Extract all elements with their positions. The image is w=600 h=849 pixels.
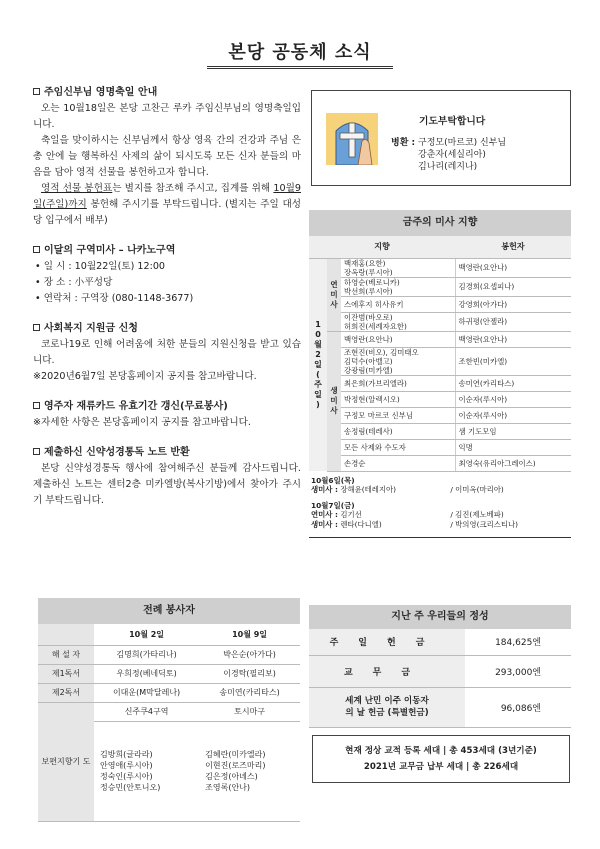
prayer-name: 강춘자(세실리아) bbox=[418, 150, 486, 160]
heading-text: 이달의 구역미사 – 나카노구역 bbox=[44, 245, 176, 256]
offering-title: 지난 주 우리들의 정성 bbox=[309, 605, 571, 629]
intent-name: 강광림(미카엘) bbox=[344, 365, 393, 375]
oct6-intent: 장해윤(테레지아) bbox=[340, 485, 397, 494]
prayer-request-box bbox=[311, 90, 571, 186]
welfare-paragraph: 코로나19로 인해 어려움에 처한 분들의 지원신청을 받고 있습니다. bbox=[33, 339, 301, 366]
heading-text: 사회복지 지원금 신청 bbox=[44, 323, 138, 334]
table-row bbox=[309, 629, 571, 655]
intent-name: 구정모 마르코 신부님 bbox=[344, 410, 413, 420]
liturgy-volunteers bbox=[38, 598, 300, 822]
offerer-cell: 송미연(카리타스) bbox=[455, 375, 571, 391]
oct6-offerer: / 이미옥(마리아) bbox=[450, 485, 504, 494]
oct6-block bbox=[311, 476, 569, 495]
weekday-masses bbox=[309, 472, 571, 534]
oct7-intent-2: 렌타(다니엘) bbox=[340, 519, 382, 529]
intent-name: 송정림(테레사) bbox=[344, 426, 393, 436]
intent-name: 장옥랑(루시아) bbox=[344, 267, 393, 277]
oct7-date: 10월7일(금) bbox=[311, 500, 355, 510]
group2-label: 생 미 사 bbox=[327, 331, 341, 471]
offerer-cell: 최영숙(유리아그레이스) bbox=[455, 455, 571, 471]
section-heading-residence-card bbox=[33, 399, 301, 415]
prayer-name: 김나리(레지나) bbox=[418, 162, 478, 172]
row-label: 해 설 자 bbox=[38, 645, 94, 664]
heading-text: 제출하신 신약성경통독 노트 반환 bbox=[44, 447, 190, 458]
offerer-cell: 익명 bbox=[455, 439, 571, 455]
special-offering-label bbox=[309, 687, 465, 727]
table-row bbox=[309, 407, 571, 423]
offerer-cell: 백영란(요안나) bbox=[455, 258, 571, 277]
offerer-cell: 강영희(아가다) bbox=[455, 296, 571, 312]
intent-name: 백재홍(요한) bbox=[344, 258, 386, 268]
mass-title: 금주의 미사 지향 bbox=[309, 210, 571, 236]
liturgy-col-2: 10월 9일 bbox=[199, 624, 300, 645]
intent-cell bbox=[341, 455, 455, 471]
mass-intentions bbox=[309, 210, 571, 538]
cell: 박은순(아가다) bbox=[199, 645, 300, 664]
feast-text-d: 봉헌해 주시기를 부탁드립니다. (별지는 주일 대성당 입구에서 배부) bbox=[33, 199, 301, 226]
row-label: 제1독서 bbox=[38, 664, 94, 683]
helper-name: 정숙인(루시아) bbox=[100, 772, 153, 781]
intent-name: 백영란(요안나) bbox=[344, 334, 393, 344]
left-column bbox=[33, 85, 301, 509]
table-row bbox=[38, 645, 300, 664]
helper-name: 김방희(글라라) bbox=[100, 750, 153, 759]
oct7-offerer-2: / 박의영(크리스티나) bbox=[450, 519, 519, 529]
intent-cell bbox=[341, 331, 455, 347]
offering-label: 교무금 bbox=[309, 655, 465, 687]
feast-paragraph-1: 오는 10월18일은 본당 고찬근 루카 주임신부님의 영명축일입니다. bbox=[33, 103, 301, 130]
group-a: 신주쿠4구역 bbox=[94, 702, 199, 721]
mass-bottom-rule bbox=[309, 537, 571, 538]
offering-label: 주일헌금 bbox=[309, 629, 465, 655]
square-bullet-icon bbox=[33, 402, 40, 409]
oct7-label-1: 연미사 : bbox=[311, 510, 338, 519]
page-title: 본당 공동체 소식 bbox=[228, 42, 372, 63]
liturgy-header-row bbox=[38, 624, 300, 645]
prayer-title: 기도부탁합니다 bbox=[419, 116, 486, 127]
helper-name: 정승민(안토니오) bbox=[100, 783, 161, 792]
square-bullet-icon bbox=[33, 448, 40, 455]
cell: 김명희(가타리나) bbox=[94, 645, 199, 664]
intent-cell bbox=[341, 391, 455, 407]
offerer-cell: 백영란(요안나) bbox=[455, 331, 571, 347]
intent-name: 스에후지 히사유키 bbox=[344, 299, 404, 309]
intent-name: 모든 사제와 수도자 bbox=[344, 442, 406, 452]
offerer-header: 봉헌자 bbox=[455, 236, 571, 258]
table-row bbox=[309, 331, 571, 347]
table-row bbox=[309, 423, 571, 439]
helper-name: 조영록(안나) bbox=[205, 783, 251, 792]
section-heading-feast bbox=[33, 85, 301, 101]
cell: 이경탁(필리보) bbox=[199, 664, 300, 683]
intent-name: 최은희(가브리엘라) bbox=[344, 378, 407, 388]
offerer-cell: 샘 기도모임 bbox=[455, 423, 571, 439]
census-box bbox=[312, 735, 570, 783]
cell: 이대운(M막달레나) bbox=[94, 683, 199, 702]
mass-header-row bbox=[309, 236, 571, 258]
oct7-offerer-1: / 김진(제노베파) bbox=[450, 510, 504, 519]
group1-label: 연 미 사 bbox=[327, 258, 341, 331]
intent-name: 이잔범(바오로) bbox=[344, 312, 393, 322]
special-label-line: 세계 난민 이주 이동자 bbox=[345, 696, 429, 706]
table-row bbox=[309, 258, 571, 277]
census-line: 2021년 교무금 납부 세대 | 총 226세대 bbox=[363, 762, 519, 772]
row-label: 제2독서 bbox=[38, 683, 94, 702]
liturgy-table bbox=[38, 624, 300, 822]
intent-cell bbox=[341, 258, 455, 277]
offering-value: 293,000엔 bbox=[465, 655, 571, 687]
table-row bbox=[309, 312, 571, 331]
offerer-cell: 이순자(루시아) bbox=[455, 391, 571, 407]
cell: 우희정(베네딕토) bbox=[94, 664, 199, 683]
prayer-name: 구정모(마르코) 신부님 bbox=[418, 138, 507, 148]
title-underline bbox=[207, 66, 393, 69]
mass-table bbox=[309, 236, 571, 472]
liturgy-col-1: 10월 2일 bbox=[94, 624, 199, 645]
intent-name: 손경순 bbox=[344, 458, 366, 468]
offerer-cell: 이순자(루시아) bbox=[455, 407, 571, 423]
prayer-list bbox=[391, 137, 506, 173]
intent-cell bbox=[341, 375, 455, 391]
offerer-cell: 김경희(요셉피나) bbox=[455, 277, 571, 296]
table-row bbox=[309, 277, 571, 296]
page-title-wrap bbox=[212, 38, 388, 64]
section-heading-welfare bbox=[33, 321, 301, 337]
census-line: 현재 정상 교적 등록 세대 | 총 453세대 (3년기준) bbox=[345, 746, 537, 756]
intent-cell bbox=[341, 439, 455, 455]
residence-note: ※자세한 사항은 본당홈페이지 공지를 참고바랍니다. bbox=[33, 417, 251, 428]
intent-name: 김덕수(아벨고) bbox=[344, 356, 393, 366]
intent-name: 박정현(알렉시오) bbox=[344, 394, 400, 404]
table-row bbox=[38, 664, 300, 683]
intent-name: 허희진(세례자요한) bbox=[344, 321, 407, 331]
helpers-a bbox=[94, 721, 199, 821]
table-row bbox=[38, 702, 300, 721]
offering-table bbox=[309, 629, 571, 728]
feast-paragraph-3 bbox=[33, 181, 301, 229]
heading-text: 영주자 재류카드 유효기간 갱신(무료봉사) bbox=[44, 401, 228, 412]
section-heading-bible-note bbox=[33, 445, 301, 461]
cell: 송미연(카리타스) bbox=[199, 683, 300, 702]
liturgy-corner bbox=[38, 624, 94, 645]
offerer-cell: 조한빈(미카엘) bbox=[455, 347, 571, 375]
offering-value: 184,625엔 bbox=[465, 629, 571, 655]
table-row bbox=[309, 296, 571, 312]
intent-cell bbox=[341, 347, 455, 375]
praying-hands-icon bbox=[326, 113, 378, 165]
intent-header: 지향 bbox=[309, 236, 455, 258]
offerer-cell: 하귀평(안젤라) bbox=[455, 312, 571, 331]
oct6-label: 생미사 : bbox=[311, 485, 338, 494]
liturgy-title: 전례 봉사자 bbox=[38, 598, 300, 624]
deadline-text: 10월9일(주일)까지 bbox=[33, 183, 301, 210]
table-row bbox=[38, 683, 300, 702]
oct6-date: 10월6일(목) bbox=[311, 475, 355, 485]
helper-name: 안영애(루시아) bbox=[100, 761, 153, 770]
intent-cell bbox=[341, 312, 455, 331]
table-row bbox=[309, 687, 571, 727]
district-place: • 장 소 : 小平성당 bbox=[35, 277, 113, 288]
bible-note-paragraph: 본당 신약성경통독 행사에 참여해주신 분들께 감사드립니다. 제출하신 노트는 센터2층 미카엘방(복사기방)에서 찾아가 주시기 부탁드립니다. bbox=[33, 463, 301, 506]
date-side-label: 1 0 월 2 일 ( 주 일 ) bbox=[309, 258, 327, 471]
district-date: • 일 시 : 10월22일(토) 12:00 bbox=[35, 261, 166, 272]
prayer-label: 병환 : bbox=[391, 138, 416, 148]
oct7-intent-1: 김기선 bbox=[340, 510, 362, 519]
section-heading-district bbox=[33, 243, 301, 259]
intent-cell bbox=[341, 277, 455, 296]
intent-name: 하영순(베로니카) bbox=[344, 277, 400, 287]
helper-name: 이현진(로즈마리) bbox=[205, 761, 266, 770]
special-label-line: 의 날 헌금 (특별헌금) bbox=[345, 708, 429, 718]
square-bullet-icon bbox=[33, 88, 40, 95]
table-row bbox=[309, 391, 571, 407]
square-bullet-icon bbox=[33, 246, 40, 253]
intent-cell bbox=[341, 423, 455, 439]
table-row bbox=[309, 439, 571, 455]
offering-summary bbox=[309, 605, 571, 728]
offering-form-text: 영적 선물 봉헌표 bbox=[41, 183, 113, 194]
prayer-names bbox=[418, 137, 506, 173]
table-row bbox=[309, 455, 571, 471]
oct7-label-2: 생미사 : bbox=[311, 519, 338, 529]
helpers-b bbox=[199, 721, 300, 821]
feast-text-b: 는 별지를 참조해 주시고, 집계를 위해 bbox=[112, 183, 274, 194]
helper-name: 김은정(아녜스) bbox=[205, 772, 258, 781]
intent-cell bbox=[341, 296, 455, 312]
table-row bbox=[309, 375, 571, 391]
oct7-block bbox=[311, 501, 569, 530]
helper-name: 김혜란(미카엘라) bbox=[205, 750, 266, 759]
square-bullet-icon bbox=[33, 324, 40, 331]
helper-label: 보편지향기 도 bbox=[38, 702, 94, 821]
intent-cell bbox=[341, 407, 455, 423]
offering-value: 96,086엔 bbox=[465, 687, 571, 727]
intent-name: 조현진(비오), 김미태오 bbox=[344, 347, 419, 357]
intent-name: 박선희(루시아) bbox=[344, 286, 393, 296]
feast-paragraph-2: 축일을 맞이하시는 신부님께서 항상 영육 간의 건강과 주님 은총 안에 늘 행복하신 사제의 삶이 되시도록 모든 신자 분들의 마음을 담아 영적 선물을 봉헌하고자 합니다. bbox=[33, 135, 301, 178]
heading-text: 주임신부님 영명축일 안내 bbox=[44, 87, 158, 98]
table-row bbox=[309, 347, 571, 375]
welfare-note: ※2020년6월7일 본당홈페이지 공지를 참고바랍니다. bbox=[33, 371, 257, 382]
table-row bbox=[309, 655, 571, 687]
group-b: 토시마구 bbox=[199, 702, 300, 721]
district-contact: • 연락처 : 구역장 (080-1148-3677) bbox=[35, 293, 194, 304]
